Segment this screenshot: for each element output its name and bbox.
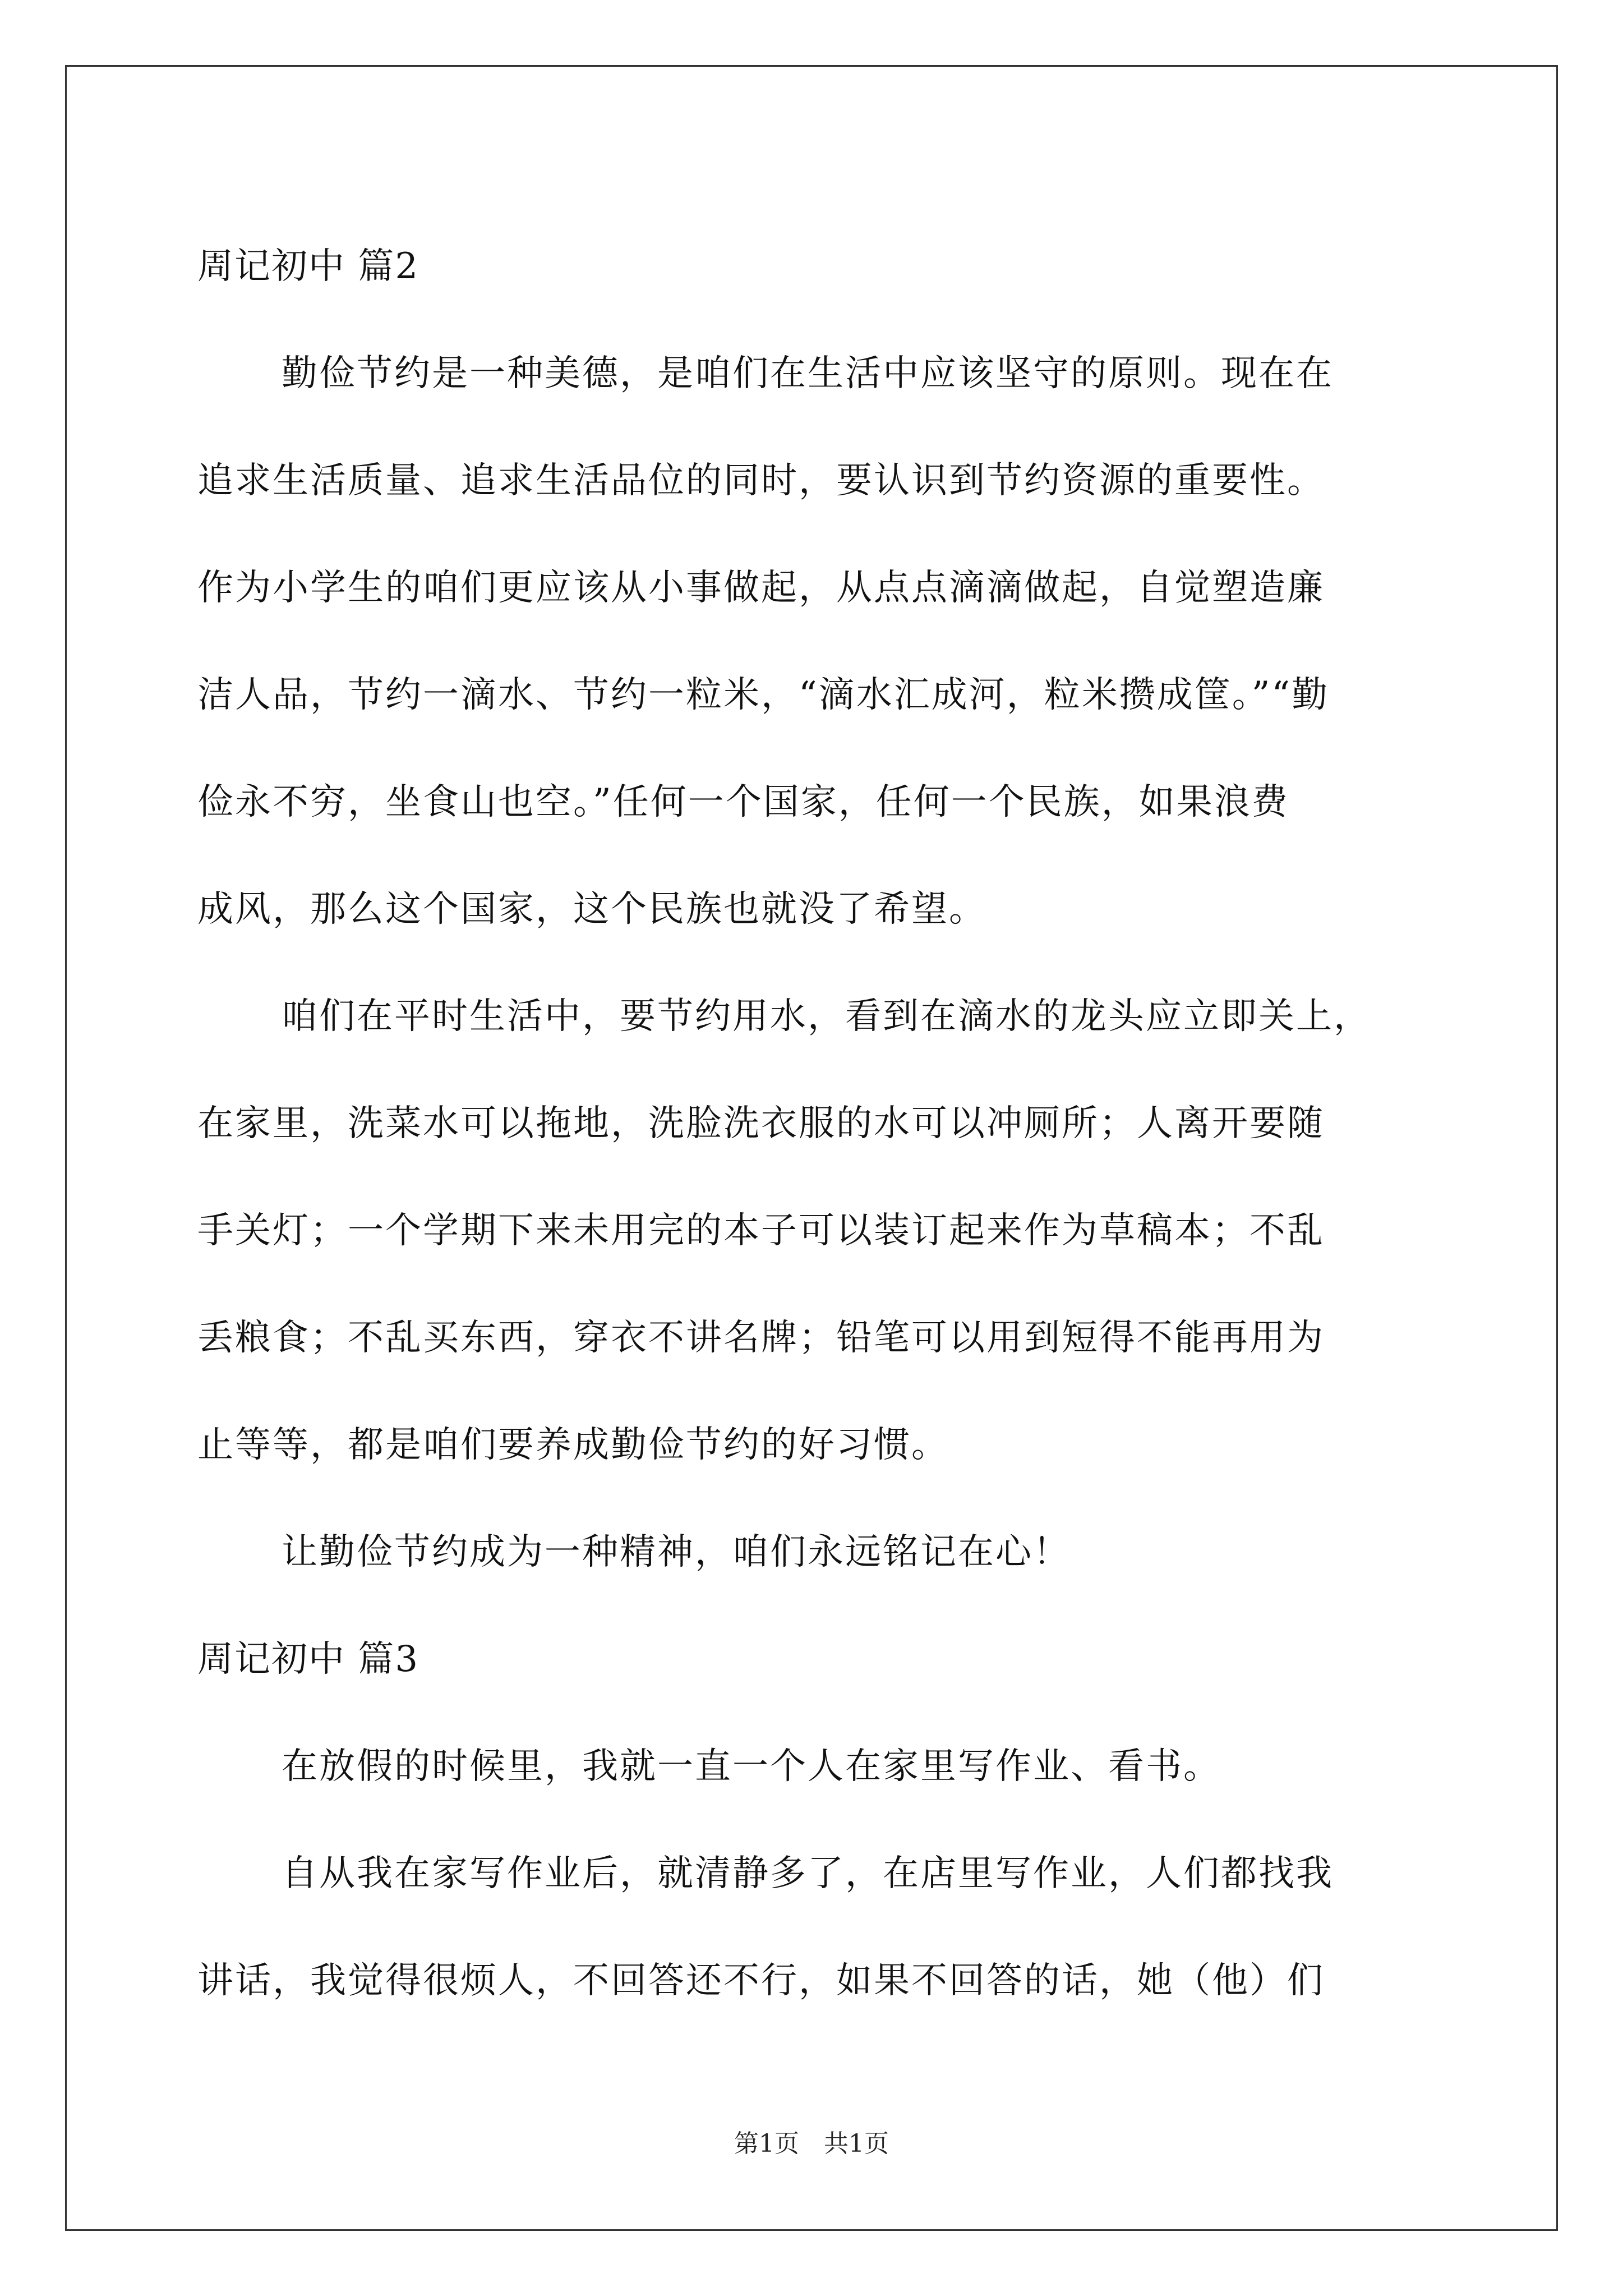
section-heading: 周记初中 篇2 xyxy=(197,246,419,287)
document-body xyxy=(197,213,1431,2035)
paragraph-line: 丢粮食；不乱买东西，穿衣不讲名牌；铅笔可以用到短得不能再用为 xyxy=(197,1317,1325,1359)
paragraph-line: 洁人品，节约一滴水、节约一粒米，“滴水汇成河，粒米攒成筐。”“勤 xyxy=(197,674,1330,716)
paragraph-line: 作为小学生的咱们更应该从小事做起，从点点滴滴做起，自觉塑造廉 xyxy=(197,567,1325,609)
paragraph-line: 在家里，洗菜水可以拖地，洗脸洗衣服的水可以冲厕所；人离开要随 xyxy=(197,1103,1325,1144)
paragraph-line: 追求生活质量、追求生活品位的同时，要认识到节约资源的重要性。 xyxy=(197,460,1325,501)
paragraph-line: 让勤俭节约成为一种精神，咱们永远铭记在心！ xyxy=(282,1531,1071,1573)
paragraph-line: 俭永不穷，坐食山也空。”任何一个国家，任何一个民族，如果浪费 xyxy=(197,781,1289,823)
paragraph-line: 成风，那么这个国家，这个民族也就没了希望。 xyxy=(197,889,986,930)
paragraph-line: 讲话，我觉得很烦人，不回答还不行，如果不回答的话，她（他）们 xyxy=(197,1960,1325,2001)
section-heading: 周记初中 篇3 xyxy=(197,1639,419,1680)
paragraph-line: 在放假的时候里，我就一直一个人在家里写作业、看书。 xyxy=(282,1746,1221,1787)
page-footer: 第1页 共1页 xyxy=(734,2129,889,2158)
paragraph-line: 手关灯；一个学期下来未用完的本子可以装订起来作为草稿本；不乱 xyxy=(197,1210,1325,1251)
paragraph-line: 咱们在平时生活中，要节约用水，看到在滴水的龙头应立即关上， xyxy=(282,996,1371,1037)
paragraph-line: 自从我在家写作业后，就清静多了，在店里写作业，人们都找我 xyxy=(282,1853,1334,1894)
paragraph-line: 勤俭节约是一种美德，是咱们在生活中应该坚守的原则。现在在 xyxy=(282,353,1334,394)
paragraph-line: 止等等，都是咱们要养成勤俭节约的好习惯。 xyxy=(197,1424,949,1466)
